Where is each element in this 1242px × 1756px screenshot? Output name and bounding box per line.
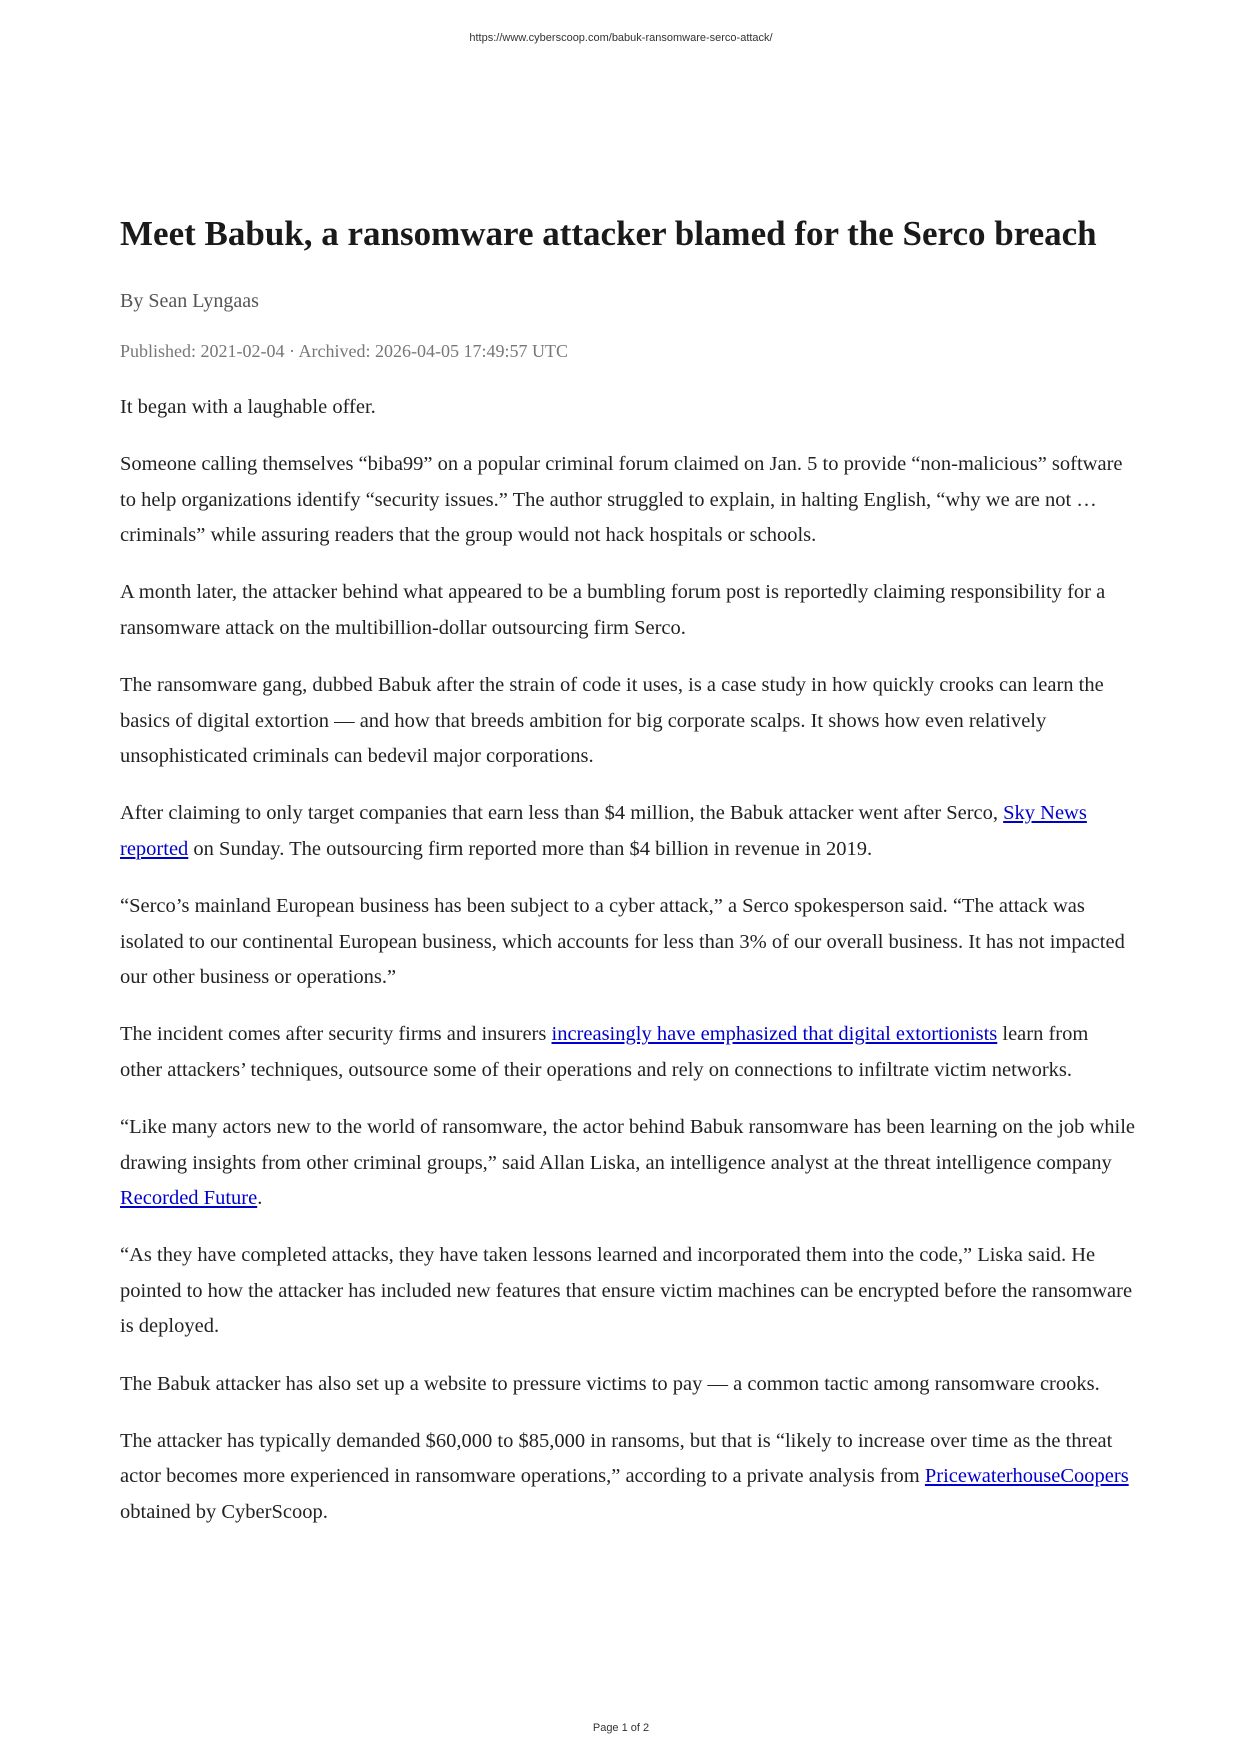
paragraph bbox=[120, 575, 1135, 646]
paragraph-text: “As they have completed attacks, they have taken lessons learned and incorporated them into the code,” Liska said. He pointed to how the attacker has included new features that ensure victim machines can be encrypted before the ransomware is deployed. bbox=[120, 1244, 1133, 1338]
paragraph-text: The incident comes after security firms and insurers bbox=[120, 1023, 552, 1046]
paragraph bbox=[120, 390, 1135, 426]
paragraph bbox=[120, 1238, 1135, 1345]
paragraph-text: It began with a laughable offer. bbox=[120, 396, 376, 418]
paragraph-text: The Babuk attacker has also set up a website to pressure victims to pay — a common tactic among ransomware crooks. bbox=[120, 1372, 1100, 1395]
link-digital-extortionists[interactable]: increasingly have emphasized that digital extortionists bbox=[551, 1023, 998, 1046]
paragraph bbox=[120, 1367, 1135, 1403]
paragraph-text: The ransomware gang, dubbed Babuk after the strain of code it uses, is a case study in how quickly crooks can learn the basics of digital extortion — and how that breeds ambition for big corporate scalps. It shows how even relatively unsophisticated criminals can bedevil major corporations. bbox=[120, 674, 1104, 768]
article-title: Meet Babuk, a ransomware attacker blamed for the Serco breach bbox=[120, 214, 1097, 253]
paragraph-text: Someone calling themselves “biba99” on a popular criminal forum claimed on Jan. 5 to provide “non-malicious” software to help organizations identify “security issues.” The author struggled to explain, in halting English, “why we are not … criminals” while assuring readers that the group would not hack hospitals or schools. bbox=[120, 453, 1123, 547]
paragraph bbox=[120, 447, 1135, 554]
paragraph bbox=[120, 796, 1135, 867]
link-pricewaterhousecoopers[interactable]: PricewaterhouseCoopers bbox=[924, 1465, 1129, 1488]
paragraph-text: learn from other attackers’ techniques, outsource some of their operations and rely on connections to infiltrate victim networks. bbox=[120, 1023, 1089, 1081]
paragraph bbox=[120, 1424, 1135, 1531]
page-number: Page 1 of 2 bbox=[592, 1722, 650, 1734]
link-recorded-future[interactable]: Recorded Future bbox=[120, 1187, 258, 1210]
article-dates: Published: 2021-02-04 · Archived: 2026-04-05 17:49:57 UTC bbox=[120, 341, 568, 361]
paragraph-text: on Sunday. The outsourcing firm reported more than $4 billion in revenue in 2019. bbox=[188, 837, 873, 860]
paragraph bbox=[120, 1110, 1135, 1217]
paragraph bbox=[120, 889, 1135, 996]
paragraph-text: After claiming to only target companies that earn less than $4 million, the Babuk attacker went after Serco, bbox=[120, 802, 1004, 825]
page-url-header: https://www.cyberscoop.com/babuk-ransomware-serco-attack/ bbox=[469, 32, 773, 44]
paragraph-text: obtained by CyberScoop. bbox=[120, 1500, 328, 1523]
paragraph bbox=[120, 1017, 1135, 1088]
paragraph-text: . bbox=[257, 1187, 263, 1210]
paragraph-text: “Serco’s mainland European business has been subject to a cyber attack,” a Serco spokesperson said. “The attack was isolated to our continental European business, which accounts for less than 3% of our overall business. It has not impacted our other business or operations.” bbox=[120, 895, 1125, 989]
paragraph-text: A month later, the attacker behind what appeared to be a bumbling forum post is reportedly claiming responsibility for a ransomware attack on the multibillion-dollar outsourcing firm Serco. bbox=[120, 581, 1106, 639]
paragraph-text: “Like many actors new to the world of ransomware, the actor behind Babuk ransomware has been learning on the job while drawing insights from other criminal groups,” said Allan Liska, an intelligence analyst at the threat intelligence company bbox=[120, 1116, 1135, 1174]
article-body bbox=[120, 390, 1135, 1552]
paragraph-text: The attacker has typically demanded $60,000 to $85,000 in ransoms, but that is “likely to increase over time as the threat actor becomes more experienced in ransomware operations,” according to a private analysis from bbox=[120, 1429, 1113, 1488]
article-byline: By Sean Lyngaas bbox=[120, 290, 259, 312]
link-sky-news[interactable]: Sky News reported bbox=[120, 802, 1087, 860]
paragraph bbox=[120, 668, 1135, 775]
